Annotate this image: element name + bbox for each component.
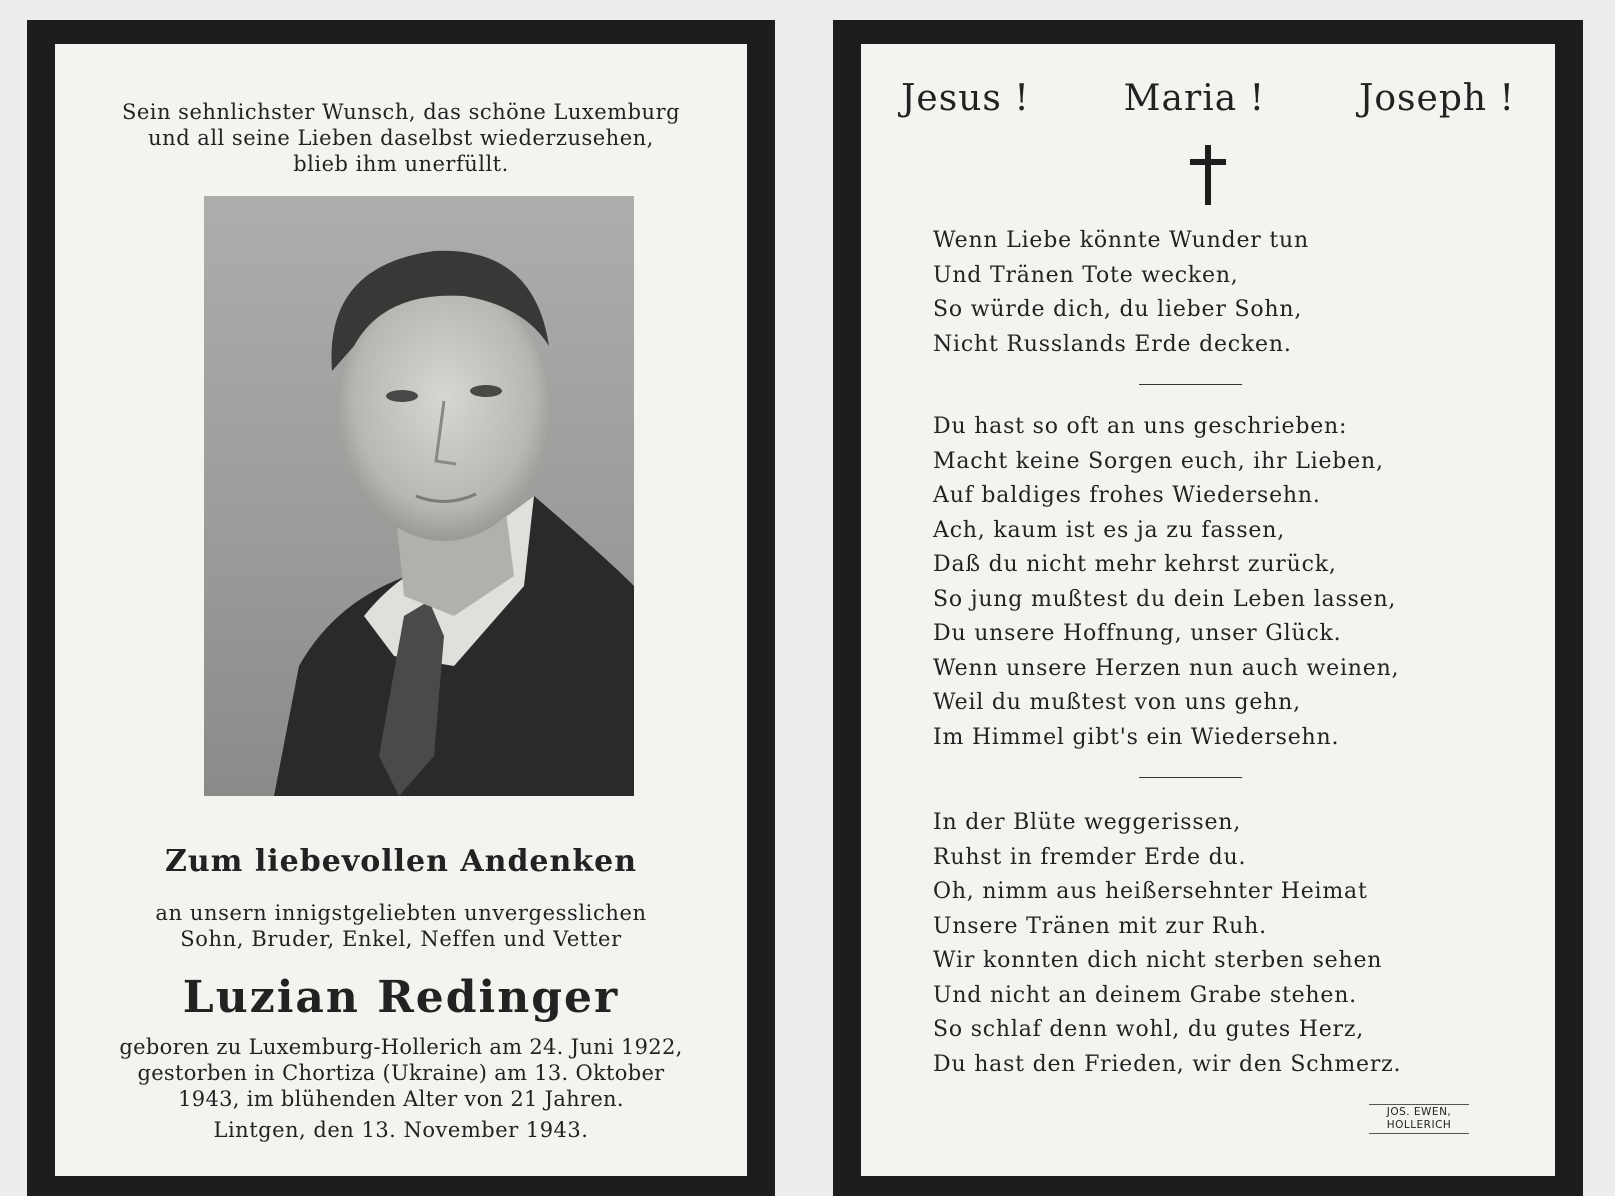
wish-line: Sein sehnlichster Wunsch, das schöne Luxemburg (121, 100, 681, 124)
poem-line: In der Blüte weggerissen, (933, 810, 1242, 835)
life-line: gestorben in Chortiza (Ukraine) am 13. Oktober (137, 1061, 665, 1085)
poem-line: Wir konnten dich nicht sterben sehen (933, 948, 1383, 973)
memorial-card-left (27, 20, 775, 1196)
wish-text (55, 99, 747, 177)
poem-line: Und Tränen Tote wecken, (933, 262, 1239, 288)
printer-line: HOLLERICH (1386, 1119, 1452, 1131)
poem-line: Ruhst in fremder Erde du. (933, 844, 1247, 870)
relation-text (55, 900, 747, 952)
life-line: geboren zu Luxemburg-Hollerich am 24. Juni 1922, (119, 1035, 683, 1059)
memorial-card-right (833, 20, 1583, 1196)
poem-stanza-2 (933, 410, 1399, 755)
memorial-heading: Zum liebevollen Andenken (164, 844, 638, 879)
poem-line: Oh, nimm aus heißersehnter Heimat (933, 879, 1368, 904)
invocation-joseph: Joseph ! (1358, 78, 1515, 119)
card-paper-right (861, 44, 1555, 1176)
relation-line: Sohn, Bruder, Enkel, Neffen und Vetter (180, 927, 622, 951)
poem-line: Wenn unsere Herzen nun auch weinen, (933, 655, 1400, 681)
poem-line: Ach, kaum ist es ja zu fassen, (933, 517, 1286, 543)
poem-line: Im Himmel gibt's ein Wiedersehn. (933, 724, 1340, 750)
deceased-name: Luzian Redinger (182, 972, 620, 1023)
poem-line: Wenn Liebe könnte Wunder tun (933, 228, 1309, 253)
invocation-header (901, 78, 1515, 119)
poem-line: So jung mußtest du dein Leben lassen, (933, 586, 1397, 612)
poem-line: Du hast den Frieden, wir den Schmerz. (933, 1051, 1402, 1077)
poem-line: Auf baldiges frohes Wiedersehn. (933, 483, 1321, 508)
card-paper-left (55, 44, 747, 1176)
wish-line: und all seine Lieben daselbst wiederzusehen, (148, 126, 654, 150)
poem-stanza-1 (933, 224, 1309, 362)
wish-line: blieb ihm unerfüllt. (293, 152, 509, 176)
stanza-divider (1139, 384, 1242, 385)
invocation-maria: Maria ! (1123, 78, 1266, 119)
poem-stanza-3 (933, 806, 1401, 1082)
portrait-illustration (204, 196, 634, 796)
poem-line: Weil du mußtest von uns gehn, (933, 690, 1301, 715)
poem-line: Du unsere Hoffnung, unser Glück. (933, 621, 1342, 646)
latin-cross-icon (861, 145, 1555, 205)
printer-line: JOS. EWEN, (1386, 1106, 1452, 1118)
portrait-photo (204, 196, 634, 796)
life-line: 1943, im blühenden Alter von 21 Jahren. (178, 1087, 624, 1111)
poem-line: Du hast so oft an uns geschrieben: (933, 414, 1348, 439)
invocation-jesus: Jesus ! (901, 78, 1030, 119)
poem-line: Macht keine Sorgen euch, ihr Lieben, (933, 448, 1384, 474)
poem-line: Nicht Russlands Erde decken. (933, 331, 1292, 357)
stanza-divider (1139, 777, 1242, 778)
relation-line: an unsern innigstgeliebten unvergesslichen (155, 901, 647, 925)
poem-line: Und nicht an deinem Grabe stehen. (933, 982, 1357, 1008)
place-date: Lintgen, den 13. November 1943. (213, 1118, 589, 1142)
poem-line: So schlaf denn wohl, du gutes Herz, (933, 1017, 1365, 1042)
life-dates-text (55, 1034, 747, 1112)
poem-line: So würde dich, du lieber Sohn, (933, 297, 1303, 322)
printer-mark (1369, 1104, 1469, 1134)
poem-line: Unsere Tränen mit zur Ruh. (933, 913, 1267, 939)
poem-line: Daß du nicht mehr kehrst zurück, (933, 552, 1337, 577)
